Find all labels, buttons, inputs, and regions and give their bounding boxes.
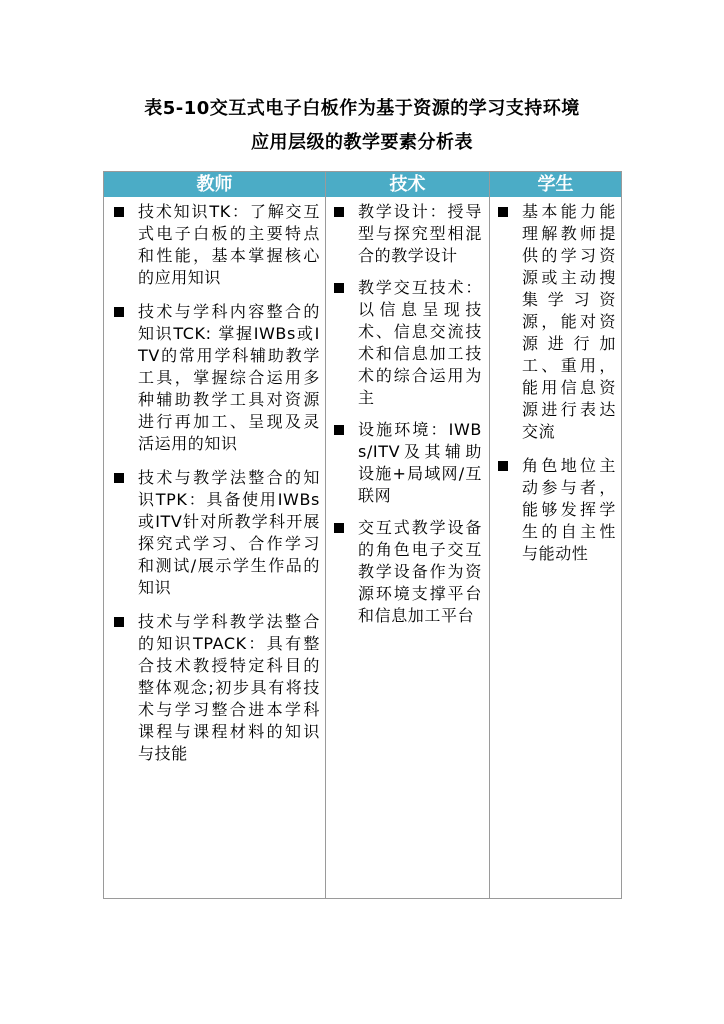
- table-header-row: [104, 172, 621, 197]
- square-bullet-icon: [498, 207, 508, 217]
- student-item-text: 基本能力能理解教师提供的学习资源或主动搜集学习资源，能对资源进行加工、重用，能用信息资源进行表达交流: [522, 202, 616, 441]
- list-item: [332, 419, 482, 507]
- table-caption-line-2: 应用层级的教学要素分析表: [251, 132, 473, 153]
- column-divider: [489, 172, 490, 898]
- list-item: [112, 467, 320, 599]
- square-bullet-icon: [334, 283, 344, 293]
- analysis-table: [103, 171, 622, 899]
- teacher-column: [112, 201, 320, 777]
- square-bullet-icon: [114, 207, 124, 217]
- list-item: [332, 517, 482, 627]
- square-bullet-icon: [498, 461, 508, 471]
- square-bullet-icon: [114, 307, 124, 317]
- square-bullet-icon: [334, 207, 344, 217]
- list-item: [496, 201, 616, 443]
- list-item: [112, 201, 320, 289]
- header-technology: 技术: [389, 174, 426, 195]
- list-item: [332, 201, 482, 267]
- teacher-item-text: 技术与教学法整合的知识TPK：具备使用IWBs或ITV针对所教学科开展探究式学习、合作学习和测试/展示学生作品的知识: [138, 468, 320, 597]
- teacher-item-text: 技术知识TK：了解交互式电子白板的主要特点和性能，基本掌握核心的应用知识: [138, 202, 320, 287]
- list-item: [112, 611, 320, 765]
- technology-item-text: 教学交互技术：以信息呈现技术、信息交流技术和信息加工技术的综合运用为主: [358, 278, 482, 407]
- technology-item-text: 设施环境：IWBs/ITV及其辅助设施+局域网/互联网: [358, 420, 482, 505]
- teacher-item-text: 技术与学科教学法整合的知识TPACK：具有整合技术教授特定科目的整体观念;初步具有将技术与学习整合进本学科课程与课程材料的知识与技能: [138, 612, 320, 763]
- column-divider: [325, 172, 326, 898]
- square-bullet-icon: [114, 617, 124, 627]
- student-column: [496, 201, 616, 577]
- technology-column: [332, 201, 482, 637]
- table-caption-line-1: 表5-10交互式电子白板作为基于资源的学习支持环境: [144, 98, 580, 119]
- header-student: 学生: [537, 174, 574, 195]
- square-bullet-icon: [114, 473, 124, 483]
- list-item: [332, 277, 482, 409]
- list-item: [496, 455, 616, 565]
- teacher-item-text: 技术与学科内容整合的知识TCK: 掌握IWBs或ITV的常用学科辅助教学工具，掌握综合运用多种辅助教学工具对资源进行再加工、呈现及灵活运用的知识: [138, 302, 320, 453]
- square-bullet-icon: [334, 425, 344, 435]
- header-teacher: 教师: [196, 174, 233, 195]
- student-item-text: 角色地位主动参与者，能够发挥学生的自主性与能动性: [522, 456, 616, 563]
- technology-item-text: 交互式教学设备的角色电子交互教学设备作为资源环境支撑平台和信息加工平台: [358, 518, 482, 625]
- list-item: [112, 301, 320, 455]
- square-bullet-icon: [334, 523, 344, 533]
- technology-item-text: 教学设计：授导型与探究型相混合的教学设计: [358, 202, 482, 265]
